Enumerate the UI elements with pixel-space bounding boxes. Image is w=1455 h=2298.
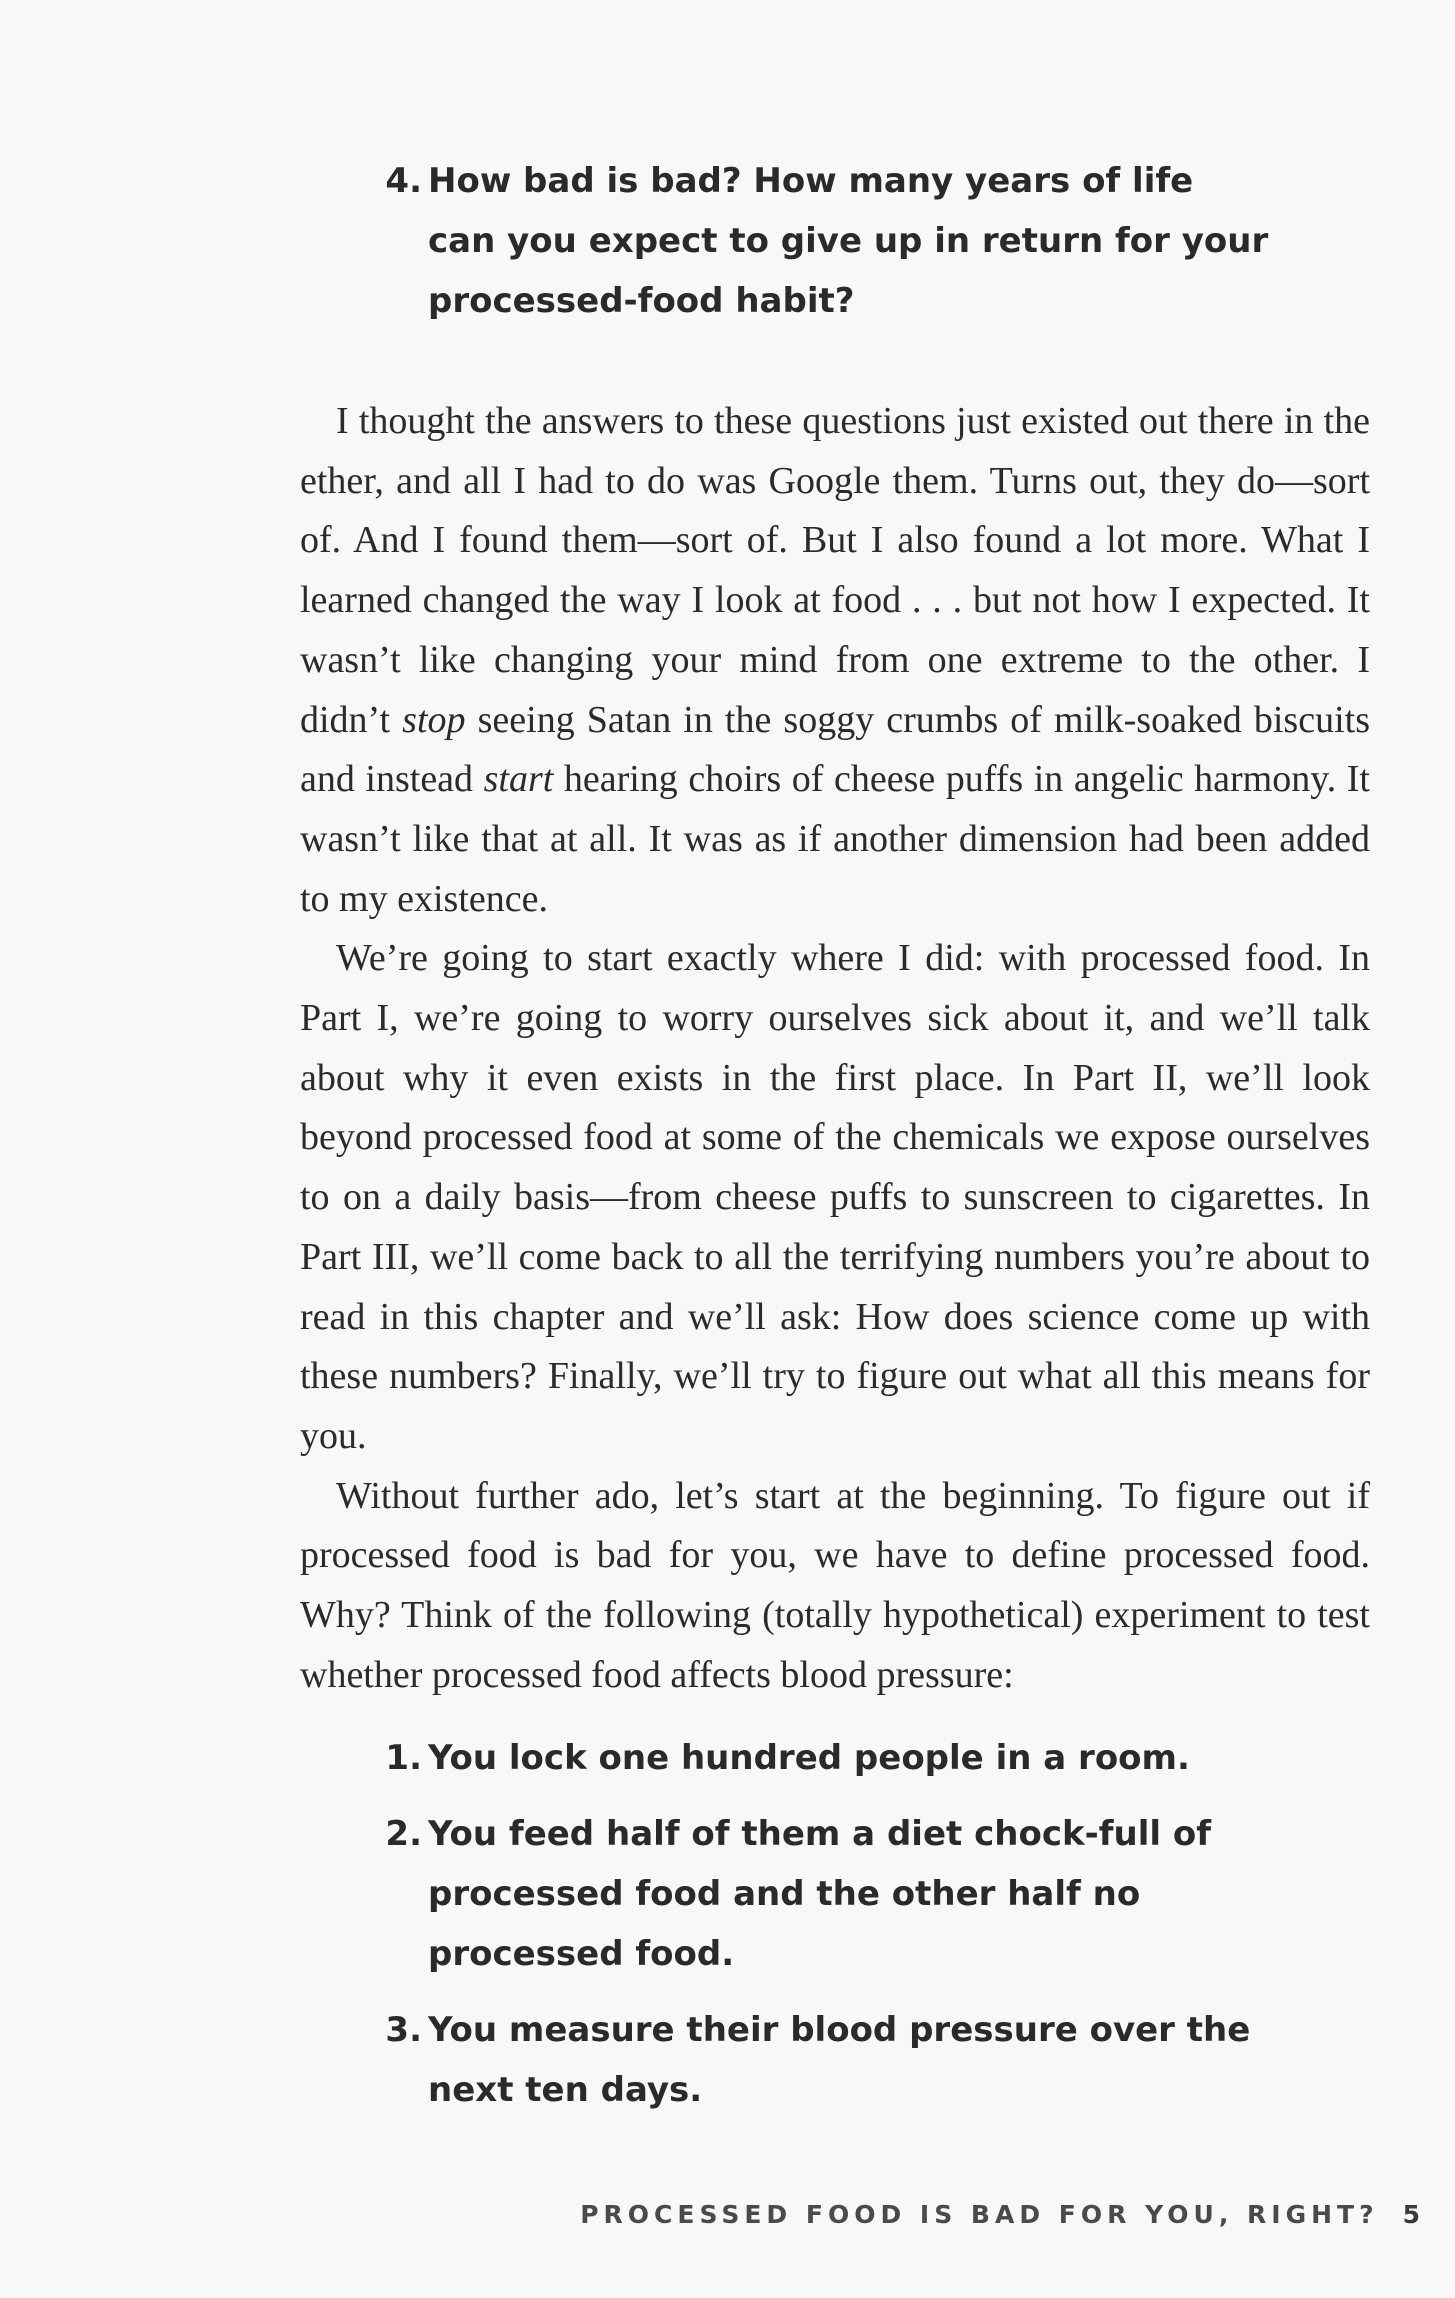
experiment-steps-list bbox=[380, 1728, 1270, 2136]
list-item-text: You feed half of them a diet chock-full of processed food and the other half no processed food. bbox=[428, 1814, 1211, 1974]
list-item-text: How bad is bad? How many years of life can you expect to give up in return for your processed-food habit? bbox=[428, 161, 1269, 321]
paragraph bbox=[300, 929, 1370, 1466]
list-item bbox=[380, 2000, 1270, 2120]
page-number: 5 bbox=[1402, 2200, 1420, 2229]
paragraph bbox=[300, 392, 1370, 929]
paragraph bbox=[300, 1467, 1370, 1706]
list-item-number: 1 . bbox=[380, 1728, 422, 1788]
text-segment: seeing Satan in the soggy crumbs of milk-soaked biscuits and instead bbox=[300, 698, 1370, 801]
text-segment: hearing choirs of cheese puffs in angelic harmony. It wasn’t like that at all. It was as if another dimension had been added to my existence. bbox=[300, 758, 1370, 920]
running-head: PROCESSED FOOD IS BAD FOR YOU, RIGHT? bbox=[580, 2200, 1379, 2229]
emphasis-text: start bbox=[483, 758, 554, 801]
text-segment: Without further ado, let’s start at the beginning. To figure out if processed food is bad for you, we have to define processed food. Why? Think of the following (totally hypothetical) experiment to test whether processed food affects blood pressure: bbox=[300, 1474, 1370, 1696]
list-item bbox=[380, 151, 1270, 331]
list-item-number: 2 . bbox=[380, 1804, 422, 1864]
running-footer bbox=[560, 2200, 1420, 2229]
question-list bbox=[380, 151, 1270, 331]
body-text bbox=[300, 392, 1370, 1705]
list-item-number: 4 . bbox=[380, 151, 422, 211]
list-item-number: 3 . bbox=[380, 2000, 422, 2060]
text-segment: I thought the answers to these questions just existed out there in the ether, and all I had to do was Google them. Turns out, they do—sort of. And I found them—sort of. But I also found a lot more. What I learned changed the way I look at food . . . but not how I expected. It wasn’t like changing your mind from one extreme to the other. I didn’t bbox=[300, 400, 1370, 741]
emphasis-text: stop bbox=[402, 698, 466, 741]
list-item-text: You measure their blood pressure over the next ten days. bbox=[428, 2010, 1251, 2110]
list-item-text: You lock one hundred people in a room. bbox=[428, 1738, 1190, 1778]
text-segment: We’re going to start exactly where I did: with processed food. In Part I, we’re going to worry ourselves sick about it, and we’ll talk about why it even exists in the first place. In Part II, we’ll look beyond processed food at some of the chemicals we expose ourselves to on a daily basis—from cheese puffs to sunscreen to cigarettes. In Part III, we’ll come back to all the terrifying numbers you’re about to read in this chapter and we’ll ask: How does science come up with these numbers? Finally, we’ll try to figure out what all this means for you. bbox=[300, 937, 1370, 1457]
list-item bbox=[380, 1804, 1270, 1984]
list-item bbox=[380, 1728, 1270, 1788]
